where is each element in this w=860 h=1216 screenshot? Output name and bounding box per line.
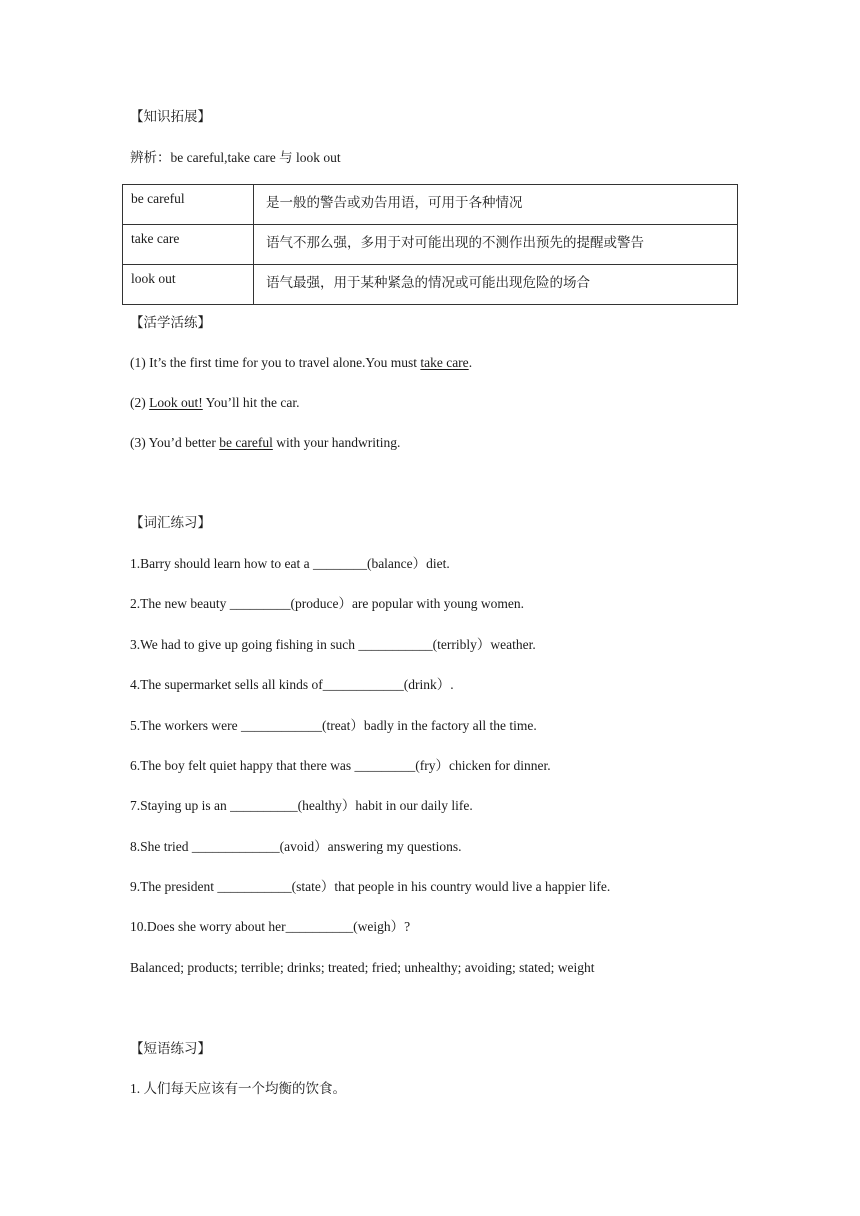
practice-answer: take care xyxy=(420,355,469,370)
practice-text: with your handwriting. xyxy=(272,435,401,450)
practice-text: (3) You’d better xyxy=(130,435,220,450)
table-cell-desc: 语气最强，用于某种紧急的情况或可能出现危险的场合 xyxy=(254,265,738,305)
phrase-heading: 【短语练习】 xyxy=(130,1041,211,1056)
phrase-item: 1. 人们每天应该有一个均衡的饮食。 xyxy=(130,1081,346,1096)
table-row xyxy=(123,265,738,305)
analysis-line: 辨析：be careful,take care 与 look out xyxy=(130,150,341,165)
table-row xyxy=(123,225,738,265)
vocab-item: 9.The president ___________(state）that people in his country would live a happier life. xyxy=(130,879,611,894)
vocab-item: 6.The boy felt quiet happy that there was _________(fry）chicken for dinner. xyxy=(130,758,551,773)
vocab-item: 7.Staying up is an __________(healthy）habit in our daily life. xyxy=(130,798,473,813)
vocab-heading: 【词汇练习】 xyxy=(130,515,211,530)
practice-item-3 xyxy=(130,434,400,452)
practice-item-1 xyxy=(130,354,472,372)
vocab-item: 2.The new beauty _________(produce）are popular with young women. xyxy=(130,596,525,611)
table-cell-term: take care xyxy=(123,225,254,265)
vocab-item: 5.The workers were ____________(treat）badly in the factory all the time. xyxy=(130,718,537,733)
vocab-item: 4.The supermarket sells all kinds of____________(drink）. xyxy=(130,677,454,692)
table-cell-desc: 是一般的警告或劝告用语，可用于各种情况 xyxy=(254,185,738,225)
practice-answer: Look out! xyxy=(149,395,203,410)
vocab-item: 3.We had to give up going fishing in such ___________(terribly）weather. xyxy=(130,637,536,652)
table-cell-term: look out xyxy=(123,265,254,305)
table-cell-term: be careful xyxy=(123,185,254,225)
practice-text: You’ll hit the car. xyxy=(202,395,300,410)
practice-answer: be careful xyxy=(219,435,273,450)
table-cell-desc: 语气不那么强，多用于对可能出现的不测作出预先的提醒或警告 xyxy=(254,225,738,265)
vocab-answers: Balanced; products; terrible; drinks; treated; fried; unhealthy; avoiding; stated; weight xyxy=(130,960,595,975)
practice-heading: 【活学活练】 xyxy=(130,315,211,330)
vocab-item: 10.Does she worry about her__________(weigh）? xyxy=(130,919,411,934)
practice-text: . xyxy=(468,355,473,370)
table-row xyxy=(123,185,738,225)
vocab-item: 1.Barry should learn how to eat a ________(balance）diet. xyxy=(130,556,450,571)
knowledge-heading: 【知识拓展】 xyxy=(130,109,211,124)
comparison-table xyxy=(122,184,738,305)
vocab-item: 8.She tried _____________(avoid）answering my questions. xyxy=(130,839,462,854)
practice-item-2 xyxy=(130,394,300,412)
practice-text: (1) It’s the first time for you to travel alone.You must xyxy=(130,355,421,370)
practice-text: (2) xyxy=(130,395,150,410)
